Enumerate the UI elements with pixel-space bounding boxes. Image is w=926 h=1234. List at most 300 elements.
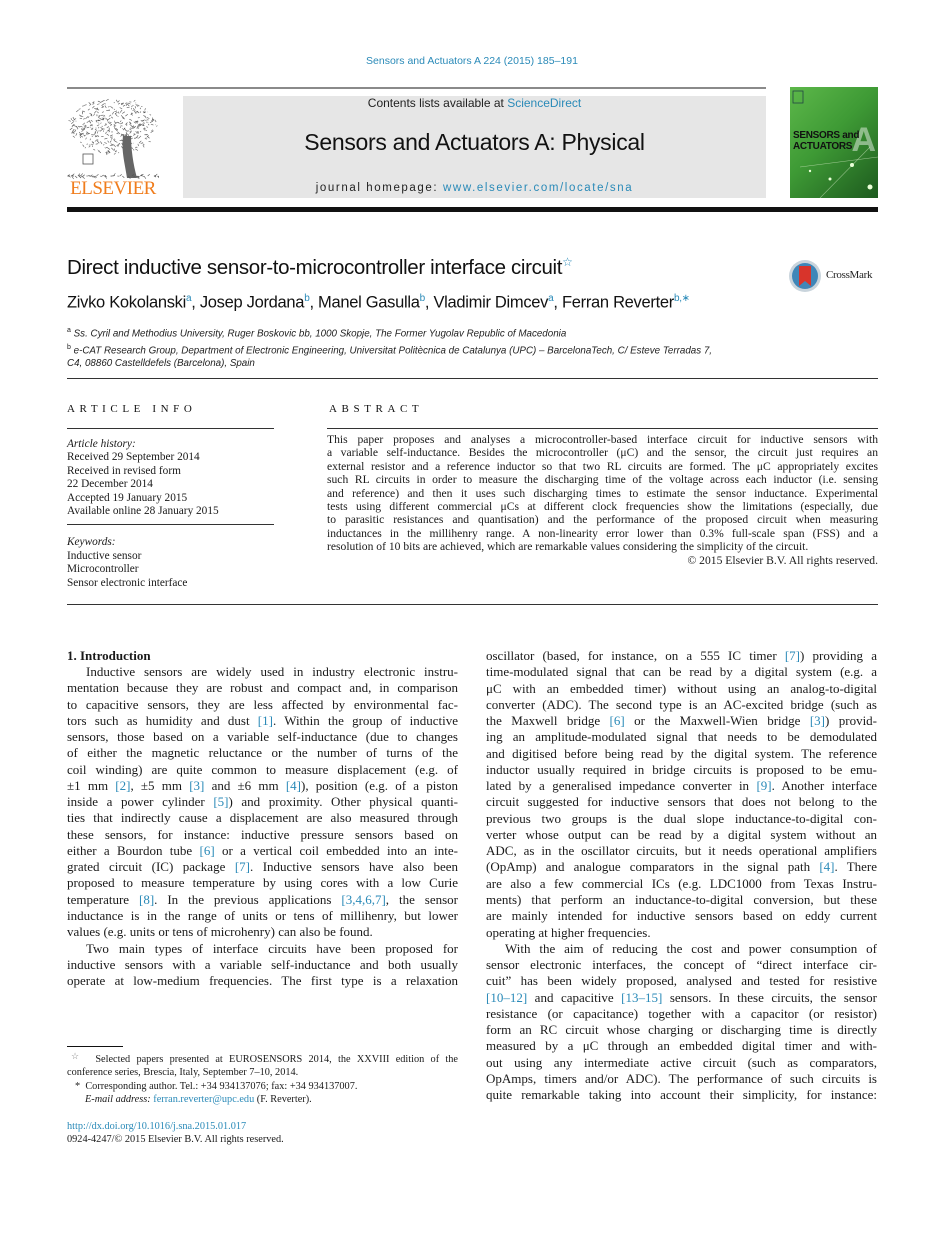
elsevier-logo[interactable]	[67, 96, 159, 200]
citation-link[interactable]: [4]	[285, 777, 301, 793]
author-list	[67, 293, 690, 313]
footnote-star-line1	[67, 1050, 458, 1066]
text-line: OpAmps, timers and/or ADC). The performance of such circuits is	[486, 1070, 877, 1086]
tree-stroke	[138, 124, 141, 125]
tree-stroke	[111, 138, 112, 140]
text-line: resistance (or capacitance) together with a capacitor (or resistor)	[486, 1005, 877, 1021]
tree-stroke	[83, 119, 85, 120]
tree-stroke	[96, 144, 99, 145]
keywords-rule	[67, 524, 274, 525]
tree-stroke	[86, 138, 87, 140]
footnote-star-mark: ☆	[71, 1051, 83, 1061]
history-label: Article history:	[67, 438, 136, 450]
tree-stroke	[138, 144, 139, 146]
tree-stroke	[120, 108, 122, 109]
tree-stroke	[152, 130, 153, 131]
cover-letter: A	[851, 121, 876, 159]
tree-stroke	[109, 131, 110, 133]
journal-cover-image[interactable]	[790, 87, 878, 198]
tree-stroke	[145, 128, 146, 130]
affiliation-mark: a	[67, 327, 71, 334]
abstract-heading: ABSTRACT	[329, 403, 424, 415]
tree-stroke	[91, 120, 93, 121]
email-link[interactable]: ferran.reverter@upc.edu	[153, 1094, 255, 1106]
tree-stroke	[110, 141, 111, 143]
affiliation-mark: b	[67, 343, 71, 351]
tree-stroke	[92, 106, 94, 108]
contents-line	[183, 96, 766, 110]
tree-stroke	[144, 122, 145, 123]
tree-stroke	[92, 141, 93, 143]
tree-stroke	[114, 109, 115, 110]
tree-stroke	[115, 151, 117, 152]
tree-stroke	[116, 100, 117, 102]
text-line: ±1 mm [2], ±5 mm [3] and ±6 mm [4]), position (e.g. of a piston	[67, 777, 458, 793]
author-name[interactable]: Zivko Kokolanski	[67, 293, 186, 312]
tree-stroke	[85, 127, 86, 128]
tree-stroke	[101, 104, 104, 106]
author-separator: ,	[309, 293, 319, 312]
tree-stroke	[115, 112, 117, 113]
tree-stroke	[97, 104, 99, 105]
tree-stroke	[104, 125, 106, 126]
tree-stroke	[145, 116, 147, 118]
tree-stroke	[129, 129, 131, 131]
tree-stroke	[138, 125, 139, 126]
author-name[interactable]: Josep Jordana	[199, 293, 305, 312]
author-separator: ,	[424, 293, 434, 312]
article-title	[67, 255, 573, 280]
abstract-rule	[327, 428, 878, 429]
author-affiliation-mark[interactable]: b	[304, 293, 310, 304]
tree-stroke	[97, 131, 98, 133]
text-line: are also a few commercial ICs (e.g. LDC1000 from Texas Instru-	[486, 875, 877, 891]
tree-stroke	[139, 125, 140, 127]
text-line: With the aim of reducing the cost and power consumption of	[505, 940, 877, 956]
tree-stroke	[145, 138, 146, 139]
section-heading-introduction: 1. Introduction	[67, 648, 151, 663]
tree-stroke	[100, 176, 102, 177]
text-line: (OpAmp) and analogue comparators in the signal path [4]. There	[486, 859, 878, 875]
tree-stroke	[89, 102, 91, 104]
text-line: ties that indirectly cause a displacement are also measured through	[67, 810, 458, 826]
crossmark-label: CrossMark	[826, 269, 873, 281]
tree-stroke	[137, 135, 139, 137]
tree-stroke	[118, 112, 119, 114]
tree-stroke	[104, 115, 105, 117]
tree-stroke	[91, 128, 93, 129]
issn-copyright: 0924-4247/© 2015 Elsevier B.V. All rights reserved.	[67, 1134, 284, 1146]
citation-link[interactable]: [4]	[819, 859, 835, 875]
text-line: mentation because they are robust and compact and, in comparison	[67, 680, 458, 696]
author-name[interactable]: Ferran Reverter	[561, 293, 674, 312]
email-suffix: (F. Reverter).	[256, 1094, 312, 1106]
abstract-line: This paper proposes and analyses a microcontroller-based interface circuit for inductive sensors with	[327, 433, 878, 446]
citation-link[interactable]: [6]	[199, 842, 215, 858]
tree-stroke	[135, 110, 136, 112]
affiliation-line	[67, 341, 712, 358]
author-affiliation-mark[interactable]: a	[186, 293, 192, 304]
tree-stroke	[122, 136, 137, 178]
text-line: inductance is in the range of units or tens of millihenry, but lower	[67, 907, 458, 923]
text-line: these sensors, for instance: inductive pressure sensors based on	[67, 826, 458, 842]
footnote-star-text: Selected papers presented at EUROSENSORS 2014, the XXVIII edition of the	[95, 1054, 458, 1065]
tree-stroke	[134, 134, 136, 135]
tree-stroke	[83, 175, 85, 176]
citation-link[interactable]: [9]	[756, 778, 772, 794]
tree-stroke	[135, 149, 138, 151]
tree-stroke	[114, 153, 116, 154]
crossmark-button[interactable]	[788, 258, 880, 294]
abstract-line: and reference) and then it uses such discharging times to estimate the sensor inductance. Experimental	[327, 486, 878, 500]
section-rule	[67, 604, 878, 605]
text-line: inductor usually required in bridge circuits is proposed to be emu-	[486, 761, 877, 777]
text-line: sensors, those based on a variable self-inductance (due to changes	[67, 729, 458, 745]
tree-stroke	[104, 142, 106, 143]
tree-stroke	[127, 107, 130, 108]
tree-stroke	[129, 119, 132, 120]
tree-stroke	[139, 141, 141, 143]
citation-link[interactable]: [6]	[609, 713, 625, 729]
footnote-email	[67, 1093, 458, 1106]
tree-stroke	[111, 148, 113, 150]
tree-stroke	[112, 144, 113, 145]
tree-stroke	[120, 174, 122, 176]
footnote-star-line2: conference series, Brescia, Italy, September 7–10, 2014.	[67, 1067, 299, 1079]
homepage-link[interactable]: www.elsevier.com/locate/sna	[443, 182, 634, 194]
tree-stroke	[94, 111, 96, 113]
tree-stroke	[147, 118, 149, 119]
tree-stroke	[98, 120, 99, 121]
text-line: verter whose output can be read by a digital system without an	[486, 826, 877, 842]
paragraph	[67, 941, 458, 990]
text-line: grated circuit (IC) package [7]. Inductive sensors have also been	[67, 859, 459, 875]
tree-stroke	[83, 154, 93, 164]
tree-stroke	[90, 175, 92, 176]
tree-stroke	[88, 109, 90, 110]
text-line: operating at higher frequencies.	[486, 924, 651, 940]
paragraph	[486, 648, 877, 941]
tree-stroke	[114, 126, 116, 127]
journal-title: Sensors and Actuators A: Physical	[304, 129, 645, 155]
tree-stroke	[108, 106, 110, 107]
tree-stroke	[155, 174, 157, 176]
tree-stroke	[97, 125, 99, 126]
tree-stroke	[143, 145, 144, 147]
tree-stroke	[76, 133, 77, 135]
tree-stroke	[131, 148, 133, 149]
tree-stroke	[89, 146, 90, 147]
footnotes	[67, 1050, 458, 1146]
tree-stroke	[147, 136, 150, 138]
footnote-corr-text: Corresponding author. Tel.: +34 934137076; fax: +34 934137007.	[85, 1080, 358, 1092]
tree-stroke	[106, 99, 109, 101]
abstract-line: external resistor and a reference inductor so that two RL circuits are formed. The μC appropriately excites	[327, 459, 878, 473]
contents-prefix: Contents lists available at	[367, 96, 508, 110]
affiliation-text: Ss. Cyril and Methodius University, Ruger Boskovic bb, 1000 Skopje, The Former Yugolav Republic of Macedonia	[73, 328, 567, 340]
tree-stroke	[104, 103, 105, 104]
tree-stroke	[145, 108, 146, 110]
tree-stroke	[131, 114, 133, 115]
abstract-copyright: © 2015 Elsevier B.V. All rights reserved.	[687, 553, 878, 567]
tree-stroke	[71, 118, 72, 120]
tree-stroke	[75, 130, 76, 132]
tree-stroke	[98, 123, 99, 124]
text-line: Two main types of interface circuits have been proposed for	[86, 940, 458, 956]
affiliation-text: C4, 08860 Castelldefels (Barcelona), Spain	[67, 358, 255, 370]
tree-stroke	[105, 106, 106, 108]
author-affiliation-mark[interactable]: a	[548, 293, 554, 304]
tree-stroke	[80, 118, 82, 119]
text-line: operate at low-medium frequencies. The first type is a relaxation	[67, 973, 458, 989]
abstract-line: resolution of 10 bits are achieved, which are remarkable values considering the simplicity of the circuit.	[327, 540, 809, 554]
citation-link[interactable]: [3]	[189, 777, 205, 793]
text-line: out using any intermediate active circuit (such as comparators,	[486, 1054, 877, 1070]
tree-stroke	[97, 174, 99, 176]
crossmark-icon	[788, 258, 824, 294]
journal-homepage	[183, 182, 766, 194]
sciencedirect-link[interactable]: ScienceDirect	[507, 96, 582, 110]
tree-stroke	[133, 108, 134, 110]
author-name[interactable]: Vladimir Dimcev	[433, 293, 549, 312]
tree-stroke	[70, 128, 72, 130]
tree-stroke	[155, 120, 156, 122]
tree-stroke	[127, 104, 130, 106]
author-name[interactable]: Manel Gasulla	[318, 293, 420, 312]
tree-stroke	[99, 115, 101, 116]
tree-stroke	[95, 132, 96, 134]
abstract-line: to parasitic resistances and quantisation) and the performance of the proposed circuit when measuring	[327, 513, 878, 527]
text-line: ments) that perform an inductance-to-digital conversion, but these	[486, 891, 877, 907]
citation-link[interactable]: [8]	[139, 891, 155, 907]
tree-stroke	[131, 106, 132, 107]
tree-stroke	[81, 130, 83, 132]
abstract-body	[327, 433, 878, 567]
affiliation-line	[67, 324, 712, 341]
citation-link[interactable]: [13–15]	[621, 989, 663, 1005]
text-line: converter (ADC). The second type is an AC-excited bridge (such as	[486, 696, 877, 712]
text-line: of either the magnetic reluctance or the number of turns of the	[67, 745, 458, 761]
tree-stroke	[97, 135, 99, 137]
tree-stroke	[140, 131, 141, 132]
tree-stroke	[102, 175, 104, 176]
citation-link[interactable]: [7]	[784, 648, 800, 663]
tree-stroke	[84, 105, 86, 106]
text-line: values (e.g. units or tens of microhenry) can also be found.	[67, 924, 373, 940]
text-line: to capacitive sensors, they are less affected by environmental fac-	[67, 696, 458, 712]
tree-stroke	[114, 149, 115, 151]
text-line: temperature [8]. In the previous applications [3,4,6,7], the sensor	[67, 891, 458, 907]
tree-stroke	[145, 120, 146, 121]
tree-stroke	[146, 139, 147, 140]
citation-link[interactable]: [3]	[809, 713, 825, 729]
tree-stroke	[120, 110, 122, 112]
keyword-item: Microcontroller	[67, 563, 139, 576]
tree-stroke	[134, 100, 136, 101]
tree-stroke	[140, 111, 141, 112]
history-list	[67, 451, 274, 518]
tree-stroke	[151, 124, 153, 125]
citation-link[interactable]: [2]	[115, 777, 131, 793]
elsevier-wordmark: ELSEVIER	[70, 178, 156, 199]
tree-stroke	[151, 131, 154, 133]
tree-stroke	[145, 130, 146, 131]
tree-stroke	[85, 125, 87, 126]
tree-stroke	[114, 102, 115, 103]
text-line: time-modulated signal that can be read by a digital system (e.g. a	[486, 664, 877, 680]
tree-stroke	[150, 121, 153, 123]
article-info-rule	[67, 428, 274, 429]
citation-link[interactable]: [5]	[213, 794, 229, 810]
doi-link[interactable]: http://dx.doi.org/10.1016/j.sna.2015.01.017	[67, 1120, 247, 1132]
tree-stroke	[85, 116, 87, 118]
keywords-list	[67, 550, 274, 590]
homepage-prefix: journal homepage:	[315, 182, 444, 194]
tree-stroke	[79, 115, 81, 116]
text-line: the Maxwell bridge [6] or the Maxwell-Wien bridge [3]) provid-	[486, 713, 878, 729]
tree-stroke	[93, 149, 95, 150]
tree-stroke	[80, 135, 83, 137]
text-line: form an RC circuit whose charging or discharging time is directly	[486, 1022, 877, 1038]
tree-stroke	[136, 132, 138, 133]
tree-stroke	[87, 121, 89, 122]
abstract-line: a variable self-inductance. Besides the microcontroller (μC) and the sensor, the circuit just requires an	[327, 446, 878, 460]
text-line: lated by a generalised impedance converter in [9]. Another interface	[486, 778, 877, 794]
text-line: [10–12] and capacitive [13–15] sensors. In these circuits, the sensor	[486, 989, 877, 1005]
keywords-label: Keywords:	[67, 536, 116, 549]
tree-stroke	[83, 135, 85, 137]
author-affiliation-mark[interactable]: b	[419, 293, 425, 304]
tree-stroke	[125, 114, 127, 116]
tree-stroke	[90, 113, 92, 115]
elsevier-tree-icon	[67, 96, 159, 180]
text-line: quite remarkable taking into account their simplicity, for instance:	[486, 1087, 877, 1103]
text-line: tors such as humidity and dust [1]. Within the group of inductive	[67, 712, 459, 728]
tree-stroke	[80, 142, 81, 143]
text-line: ADC, as in the oscillator circuits, but it needs operational amplifiers	[486, 843, 877, 859]
tree-stroke	[73, 117, 74, 119]
tree-stroke	[76, 110, 78, 112]
citation-link[interactable]: [10–12]	[486, 989, 528, 1005]
tree-stroke	[148, 174, 150, 176]
history-item: Received 29 September 2014	[67, 451, 200, 464]
cover-title-line2: ACTUATORS	[793, 141, 853, 152]
tree-stroke	[120, 123, 123, 124]
text-line: measured by a μC through an embedded digital timer and with-	[486, 1038, 877, 1054]
tree-stroke	[112, 112, 113, 114]
citation-link[interactable]: [7]	[234, 859, 250, 875]
tree-stroke	[131, 138, 133, 139]
tree-stroke	[121, 134, 122, 135]
footnote-corr-mark: *	[75, 1080, 81, 1092]
tree-stroke	[68, 120, 70, 121]
tree-stroke	[97, 112, 99, 113]
tree-stroke	[114, 139, 115, 140]
tree-stroke	[84, 126, 86, 127]
tree-stroke	[105, 147, 107, 148]
affiliations	[67, 324, 712, 371]
affiliation-line	[67, 357, 712, 370]
tree-stroke	[85, 147, 86, 148]
tree-stroke	[97, 109, 99, 110]
journal-reference-link[interactable]: Sensors and Actuators A 224 (2015) 185–191	[366, 55, 578, 67]
tree-stroke	[133, 134, 135, 135]
tree-stroke	[105, 132, 106, 134]
tree-stroke	[100, 123, 101, 124]
author-separator: ,	[191, 293, 200, 312]
text-line: proposed to measure temperature by using cores with a low Curie	[67, 875, 458, 891]
tree-stroke	[89, 120, 90, 122]
tree-stroke	[79, 132, 81, 134]
text-line: Inductive sensors are widely used in industry electronic instru-	[86, 664, 458, 679]
tree-stroke	[118, 100, 119, 102]
text-line: ing an amplitude-modulated signal that needs to be demodulated	[486, 729, 877, 745]
abstract-line: such RL circuits in order to measure the discharging time of the voltage across each inductor (i.e. sensing	[327, 473, 878, 487]
history-item: Available online 28 January 2015	[67, 505, 219, 518]
tree-stroke	[122, 112, 125, 114]
abstract-line: inductances in the millihenry range. A non-linearity error lower than 0.3% full-scale span (FSS) and a	[327, 526, 878, 540]
tree-stroke	[71, 121, 74, 123]
tree-stroke	[98, 101, 100, 102]
tree-stroke	[86, 133, 87, 135]
tree-stroke	[110, 106, 113, 108]
tree-stroke	[107, 134, 109, 136]
author-affiliation-mark[interactable]: b,∗	[673, 293, 690, 304]
text-line: μC with an embedded timer) without using an analog-to-digital	[486, 680, 877, 696]
cover-title-line1: SENSORS and	[793, 130, 860, 141]
tree-stroke	[150, 114, 151, 115]
title-footnote-mark[interactable]: ☆	[562, 255, 573, 269]
tree-stroke	[140, 108, 141, 109]
citation-link[interactable]: [3,4,6,7]	[341, 891, 386, 907]
tree-stroke	[79, 109, 81, 110]
body-column-right	[486, 648, 877, 1103]
tree-stroke	[107, 148, 110, 150]
tree-stroke	[83, 145, 85, 147]
tree-stroke	[143, 144, 145, 146]
tree-stroke	[111, 117, 113, 118]
tree-stroke	[98, 151, 101, 153]
tree-stroke	[148, 124, 149, 125]
tree-stroke	[81, 173, 83, 176]
tree-stroke	[118, 103, 120, 104]
article-title-text: Direct inductive sensor-to-microcontroller interface circuit	[67, 255, 563, 279]
journal-masthead	[183, 96, 766, 198]
tree-stroke	[108, 118, 111, 120]
text-line: inside a power cylinder [5]) and proximity. Other physical quanti-	[67, 794, 459, 810]
tree-stroke	[123, 105, 125, 106]
affiliation-text: e-CAT Research Group, Department of Electronic Engineering, Universitat Politècnica de Catalunya (UPC) – BarcelonaTech, C/ Esteve Terradas 7,	[73, 344, 713, 356]
tree-stroke	[93, 103, 95, 105]
history-item: Received in revised form	[67, 464, 181, 477]
tree-stroke	[102, 112, 104, 113]
tree-stroke	[157, 125, 158, 126]
citation-link[interactable]: [1]	[257, 712, 273, 728]
tree-stroke	[110, 125, 112, 126]
tree-stroke	[104, 138, 107, 139]
tree-stroke	[146, 127, 148, 128]
tree-stroke	[108, 141, 109, 143]
keyword-item: Inductive sensor	[67, 549, 142, 562]
tree-stroke	[128, 103, 131, 104]
tree-stroke	[80, 116, 83, 117]
tree-stroke	[125, 122, 127, 124]
article-info	[67, 438, 274, 590]
tree-stroke	[116, 133, 118, 134]
tree-stroke	[98, 116, 100, 117]
text-line: and digitised before being read by the digital system. The reference	[486, 745, 877, 761]
tree-stroke	[110, 137, 112, 138]
